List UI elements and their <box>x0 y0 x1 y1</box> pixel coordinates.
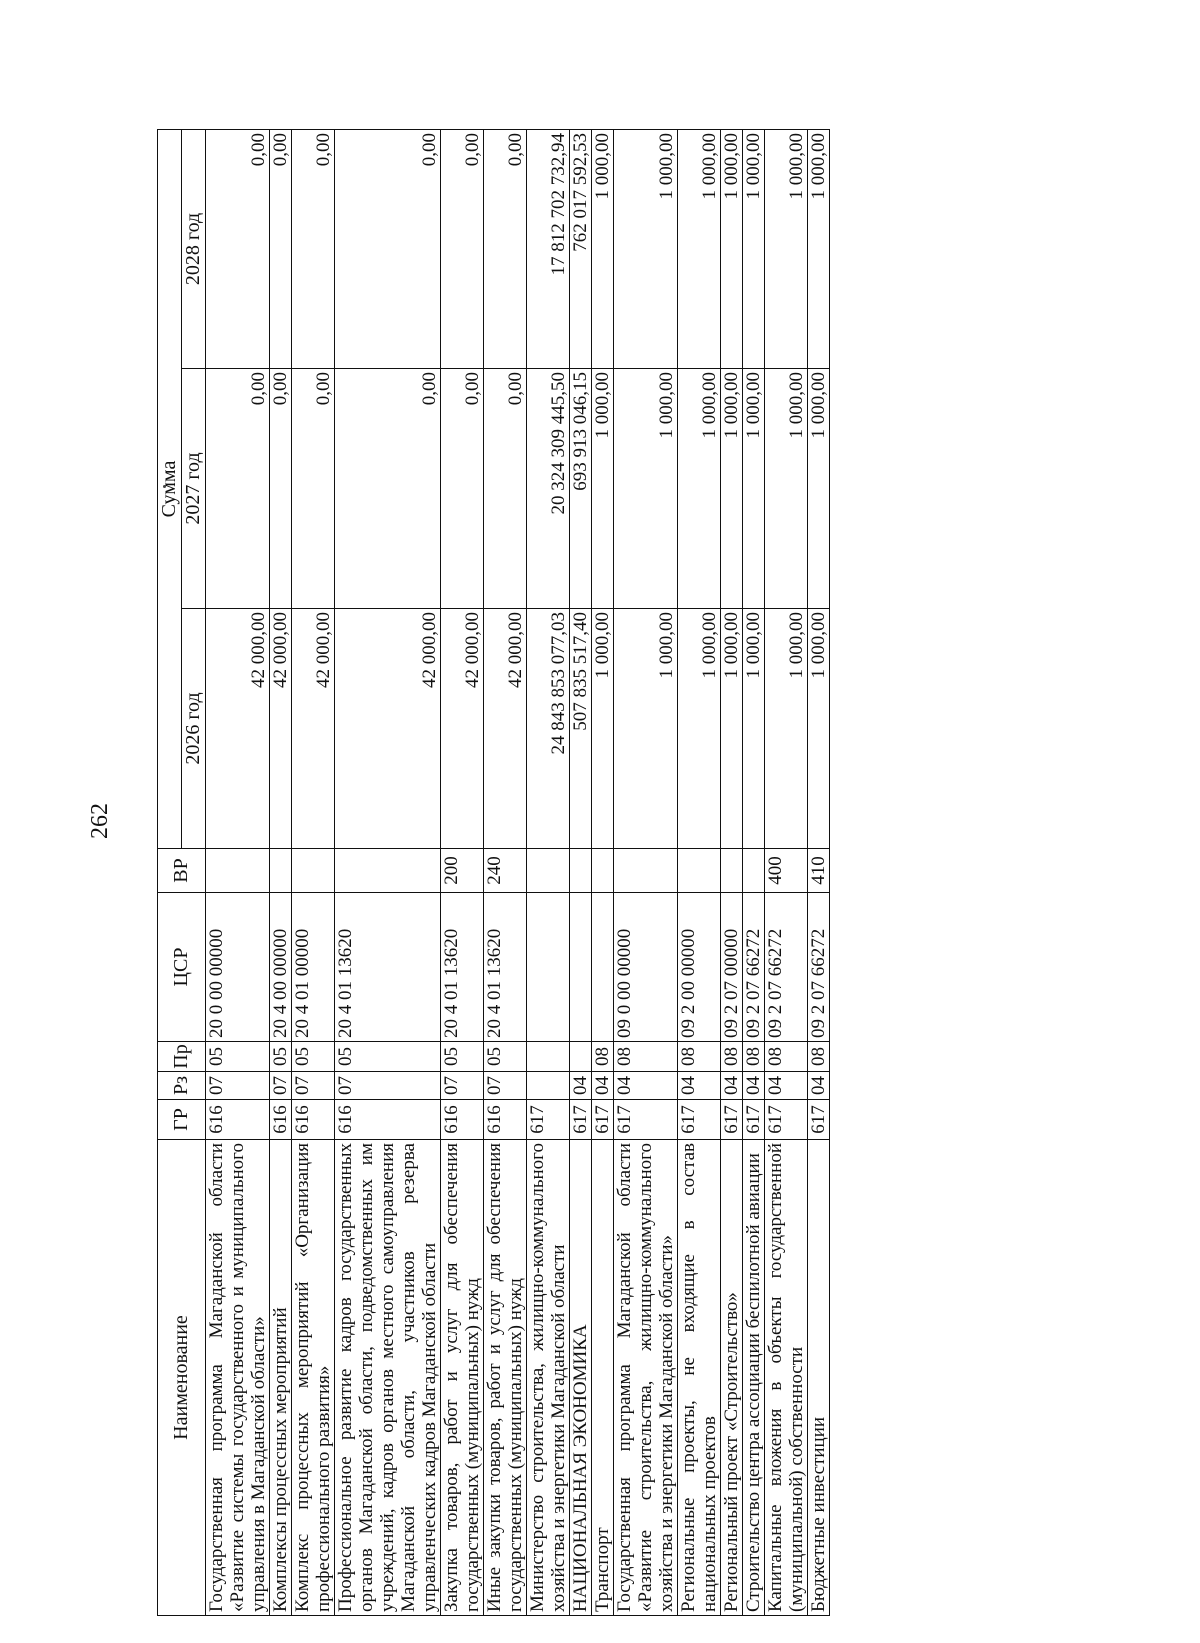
cell-gr: 617 <box>570 1100 592 1140</box>
table-row <box>765 129 808 1615</box>
cell-y2027: 0,00 <box>441 369 484 609</box>
cell-pr: 08 <box>808 1042 830 1072</box>
cell-y2027: 1 000,00 <box>808 369 830 609</box>
cell-y2026: 42 000,00 <box>270 609 292 849</box>
cell-y2026: 1 000,00 <box>592 609 614 849</box>
cell-name: Государственная программа Магаданской области «Развитие строительства, жилищно-коммунального хозяйства и энергетики Магаданской области» <box>614 1140 678 1616</box>
cell-vr <box>335 849 441 893</box>
table-row <box>614 129 678 1615</box>
cell-csr: 20 4 00 00000 <box>270 893 292 1042</box>
cell-pr <box>570 1042 592 1072</box>
cell-y2028: 1 000,00 <box>678 129 721 368</box>
cell-y2026: 1 000,00 <box>721 609 743 849</box>
table-row <box>335 129 441 1615</box>
cell-y2026: 42 000,00 <box>335 609 441 849</box>
cell-name: Государственная программа Магаданской области «Развитие системы государственного и муниципального управления в Магаданской области» <box>206 1140 270 1616</box>
cell-y2026: 1 000,00 <box>765 609 808 849</box>
cell-name: Региональный проект «Строительство» <box>721 1140 743 1616</box>
cell-gr: 617 <box>743 1100 765 1140</box>
cell-csr <box>570 893 592 1042</box>
cell-y2028: 0,00 <box>335 129 441 368</box>
cell-y2027: 1 000,00 <box>743 369 765 609</box>
cell-y2028: 0,00 <box>292 129 335 368</box>
cell-pr: 08 <box>743 1042 765 1072</box>
cell-vr <box>678 849 721 893</box>
cell-gr: 617 <box>592 1100 614 1140</box>
cell-pr: 08 <box>614 1042 678 1072</box>
cell-vr <box>270 849 292 893</box>
header-2028: 2028 год <box>182 129 206 368</box>
cell-pr: 05 <box>292 1042 335 1072</box>
cell-name: Закупка товаров, работ и услуг для обеспечения государственных (муниципальных) нужд <box>441 1140 484 1616</box>
header-vr: ВР <box>158 849 206 893</box>
cell-y2027: 1 000,00 <box>765 369 808 609</box>
cell-csr: 09 2 07 00000 <box>721 893 743 1042</box>
cell-name: Региональные проекты, не входящие в состав национальных проектов <box>678 1140 721 1616</box>
cell-y2028: 0,00 <box>270 129 292 368</box>
header-csr: ЦСР <box>158 893 206 1042</box>
cell-gr: 617 <box>527 1100 570 1140</box>
table-row <box>743 129 765 1615</box>
cell-csr <box>592 893 614 1042</box>
cell-pr: 05 <box>206 1042 270 1072</box>
cell-gr: 617 <box>808 1100 830 1140</box>
cell-y2027: 0,00 <box>270 369 292 609</box>
cell-name: НАЦИОНАЛЬНАЯ ЭКОНОМИКА <box>570 1140 592 1616</box>
cell-y2026: 42 000,00 <box>292 609 335 849</box>
cell-y2026: 24 843 853 077,03 <box>527 609 570 849</box>
cell-y2028: 1 000,00 <box>765 129 808 368</box>
cell-y2027: 20 324 309 445,50 <box>527 369 570 609</box>
cell-csr: 09 2 07 66272 <box>808 893 830 1042</box>
header-2027: 2027 год <box>182 369 206 609</box>
cell-rz: 04 <box>721 1072 743 1100</box>
cell-y2026: 42 000,00 <box>441 609 484 849</box>
cell-gr: 616 <box>441 1100 484 1140</box>
cell-vr <box>614 849 678 893</box>
cell-gr: 616 <box>292 1100 335 1140</box>
cell-y2027: 693 913 046,15 <box>570 369 592 609</box>
cell-csr: 09 2 07 66272 <box>765 893 808 1042</box>
cell-vr <box>592 849 614 893</box>
cell-pr: 08 <box>721 1042 743 1072</box>
cell-rz: 04 <box>808 1072 830 1100</box>
cell-vr <box>570 849 592 893</box>
table-header <box>158 129 206 1615</box>
cell-vr <box>527 849 570 893</box>
cell-gr: 616 <box>270 1100 292 1140</box>
cell-rz <box>527 1072 570 1100</box>
table-row <box>270 129 292 1615</box>
cell-rz: 07 <box>441 1072 484 1100</box>
table-row <box>570 129 592 1615</box>
cell-pr <box>527 1042 570 1072</box>
table-row <box>206 129 270 1615</box>
cell-rz: 04 <box>570 1072 592 1100</box>
cell-gr: 616 <box>484 1100 527 1140</box>
cell-y2026: 1 000,00 <box>614 609 678 849</box>
cell-name: Профессиональное развитие кадров государственных органов Магаданской области, подведомственных им учреждений, кадров органов местного самоуправления Магаданской области, участников резерва управленческих кадров Магаданской области <box>335 1140 441 1616</box>
cell-rz: 07 <box>335 1072 441 1100</box>
table-row <box>721 129 743 1615</box>
cell-name: Транспорт <box>592 1140 614 1616</box>
cell-y2027: 1 000,00 <box>721 369 743 609</box>
page-number: 262 <box>87 803 113 839</box>
cell-csr: 20 0 00 00000 <box>206 893 270 1042</box>
cell-name: Иные закупки товаров, работ и услуг для обеспечения государственных (муниципальных) нужд <box>484 1140 527 1616</box>
cell-pr: 05 <box>441 1042 484 1072</box>
cell-y2028: 0,00 <box>206 129 270 368</box>
cell-vr <box>206 849 270 893</box>
header-2026: 2026 год <box>182 609 206 849</box>
cell-rz: 07 <box>270 1072 292 1100</box>
cell-rz: 07 <box>292 1072 335 1100</box>
cell-y2027: 1 000,00 <box>678 369 721 609</box>
cell-csr: 09 2 00 00000 <box>678 893 721 1042</box>
cell-gr: 617 <box>721 1100 743 1140</box>
cell-y2028: 0,00 <box>441 129 484 368</box>
cell-y2028: 1 000,00 <box>743 129 765 368</box>
table-row <box>808 129 830 1615</box>
cell-y2027: 0,00 <box>206 369 270 609</box>
cell-vr: 240 <box>484 849 527 893</box>
cell-gr: 616 <box>206 1100 270 1140</box>
cell-csr: 09 2 07 66272 <box>743 893 765 1042</box>
table-row <box>527 129 570 1615</box>
cell-y2028: 1 000,00 <box>721 129 743 368</box>
cell-rz: 04 <box>678 1072 721 1100</box>
table-row <box>678 129 721 1615</box>
cell-y2028: 1 000,00 <box>808 129 830 368</box>
cell-rz: 04 <box>592 1072 614 1100</box>
header-sum: Сумма <box>158 129 182 848</box>
table-row <box>592 129 614 1615</box>
cell-y2027: 0,00 <box>484 369 527 609</box>
cell-rz: 04 <box>614 1072 678 1100</box>
cell-name: Капитальные вложения в объекты государственной (муниципальной) собственности <box>765 1140 808 1616</box>
table-row <box>484 129 527 1615</box>
cell-rz: 07 <box>206 1072 270 1100</box>
cell-y2028: 0,00 <box>484 129 527 368</box>
cell-y2028: 1 000,00 <box>592 129 614 368</box>
cell-csr: 20 4 01 00000 <box>292 893 335 1042</box>
cell-gr: 617 <box>678 1100 721 1140</box>
cell-y2026: 1 000,00 <box>678 609 721 849</box>
cell-name: Строительство центра ассоциации беспилотной авиации <box>743 1140 765 1616</box>
cell-vr: 400 <box>765 849 808 893</box>
cell-vr <box>292 849 335 893</box>
cell-y2027: 0,00 <box>292 369 335 609</box>
cell-name: Комплексы процессных мероприятий <box>270 1140 292 1616</box>
cell-y2028: 1 000,00 <box>614 129 678 368</box>
cell-vr <box>721 849 743 893</box>
header-gr: ГР <box>158 1100 206 1140</box>
cell-pr: 05 <box>484 1042 527 1072</box>
cell-csr: 20 4 01 13620 <box>335 893 441 1042</box>
cell-gr: 617 <box>765 1100 808 1140</box>
cell-y2026: 1 000,00 <box>743 609 765 849</box>
cell-gr: 617 <box>614 1100 678 1140</box>
cell-csr: 09 0 00 00000 <box>614 893 678 1042</box>
cell-pr: 05 <box>270 1042 292 1072</box>
cell-csr: 20 4 01 13620 <box>441 893 484 1042</box>
cell-gr: 616 <box>335 1100 441 1140</box>
cell-y2028: 17 812 702 732,94 <box>527 129 570 368</box>
cell-y2026: 42 000,00 <box>206 609 270 849</box>
cell-vr: 200 <box>441 849 484 893</box>
rotated-page <box>157 130 830 1616</box>
cell-name: Министерство строительства, жилищно-коммунального хозяйства и энергетики Магаданской области <box>527 1140 570 1616</box>
cell-y2026: 507 835 517,40 <box>570 609 592 849</box>
header-rz: Рз <box>158 1072 206 1100</box>
header-name: Наименование <box>158 1140 206 1616</box>
cell-csr <box>527 893 570 1042</box>
cell-name: Бюджетные инвестиции <box>808 1140 830 1616</box>
cell-pr: 05 <box>335 1042 441 1072</box>
cell-y2026: 1 000,00 <box>808 609 830 849</box>
cell-pr: 08 <box>765 1042 808 1072</box>
cell-vr: 410 <box>808 849 830 893</box>
cell-rz: 04 <box>765 1072 808 1100</box>
cell-y2027: 0,00 <box>335 369 441 609</box>
table-row <box>441 129 484 1615</box>
cell-y2028: 762 017 592,53 <box>570 129 592 368</box>
cell-y2027: 1 000,00 <box>592 369 614 609</box>
table-row <box>292 129 335 1615</box>
cell-csr: 20 4 01 13620 <box>484 893 527 1042</box>
header-pr: Пр <box>158 1042 206 1072</box>
table-body <box>206 129 830 1615</box>
cell-vr <box>743 849 765 893</box>
cell-pr: 08 <box>678 1042 721 1072</box>
cell-y2027: 1 000,00 <box>614 369 678 609</box>
cell-rz: 04 <box>743 1072 765 1100</box>
cell-y2026: 42 000,00 <box>484 609 527 849</box>
budget-table <box>157 129 830 1616</box>
cell-rz: 07 <box>484 1072 527 1100</box>
cell-name: Комплекс процессных мероприятий «Организация профессионального развития» <box>292 1140 335 1616</box>
cell-pr: 08 <box>592 1042 614 1072</box>
